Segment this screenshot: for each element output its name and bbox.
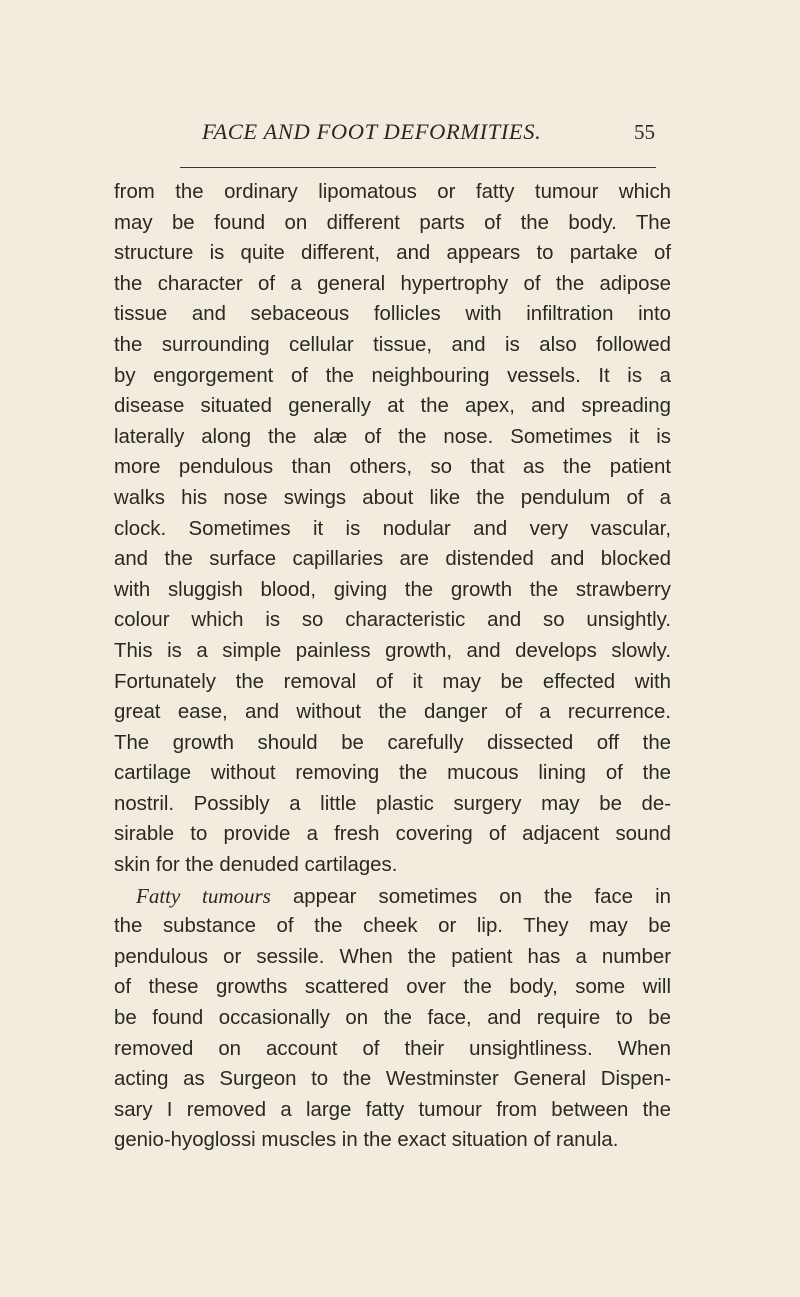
running-title: FACE AND FOOT DEFORMITIES. [202, 119, 542, 144]
text-line: by engorgement of the neighbouring vessels. It is a [114, 364, 671, 387]
text-line: removed on account of their unsightliness. When [114, 1037, 671, 1060]
text-line: sary I removed a large fatty tumour from between the [114, 1098, 671, 1121]
text-line [114, 881, 671, 912]
text-line: sirable to provide a fresh covering of adjacent sound [114, 823, 671, 846]
text-line: of these growths scattered over the body, some will [114, 976, 671, 999]
text-line: the character of a general hypertrophy of the adipose [114, 272, 671, 295]
text-line: the surrounding cellular tissue, and is also followed [114, 333, 671, 356]
text-line: This is a simple painless growth, and develops slowly. [114, 639, 671, 662]
text-line: skin for the denuded cartilages. [114, 854, 398, 877]
text-line: pendulous or sessile. When the patient has a number [114, 945, 671, 968]
text-line: may be found on different parts of the body. The [114, 211, 671, 234]
text-line: disease situated generally at the apex, and spreading [114, 395, 671, 418]
header-rule [180, 167, 656, 168]
text-line: with sluggish blood, giving the growth the strawberry [114, 578, 671, 601]
paragraph-2 [114, 881, 671, 1156]
text-line: clock. Sometimes it is nodular and very vascular, [114, 517, 671, 540]
text-line: structure is quite different, and appears to partake of [114, 242, 671, 265]
text-line: genio-hyoglossi muscles in the exact situation of ranula. [114, 1129, 619, 1152]
text-line: more pendulous than others, so that as the patient [114, 456, 671, 479]
text-line: be found occasionally on the face, and require to be [114, 1007, 671, 1030]
text-line: great ease, and without the danger of a recurrence. [114, 701, 671, 724]
text-line: the substance of the cheek or lip. They may be [114, 915, 671, 938]
italic-term: Fatty tumours [136, 883, 271, 908]
running-head [180, 119, 655, 151]
text-line: cartilage without removing the mucous lining of the [114, 762, 671, 785]
body-text [114, 177, 671, 1156]
text-line: nostril. Possibly a little plastic surgery may be de- [114, 792, 671, 815]
paragraph-1 [114, 177, 671, 881]
text-line: laterally along the alæ of the nose. Sometimes it is [114, 425, 671, 448]
text-line: Fortunately the removal of it may be effected with [114, 670, 671, 693]
page-number: 55 [634, 120, 655, 144]
text-line: colour which is so characteristic and so unsightly. [114, 609, 671, 632]
text-line: from the ordinary lipomatous or fatty tumour which [114, 181, 671, 203]
text-line: tissue and sebaceous follicles with infiltration into [114, 303, 671, 326]
text-line-rest: appear sometimes on the face in [270, 885, 671, 908]
text-line: acting as Surgeon to the Westminster General Dispen- [114, 1068, 671, 1091]
text-line: walks his nose swings about like the pendulum of a [114, 486, 671, 509]
text-line: The growth should be carefully dissected off the [114, 731, 671, 754]
text-line: and the surface capillaries are distended and blocked [114, 548, 671, 571]
